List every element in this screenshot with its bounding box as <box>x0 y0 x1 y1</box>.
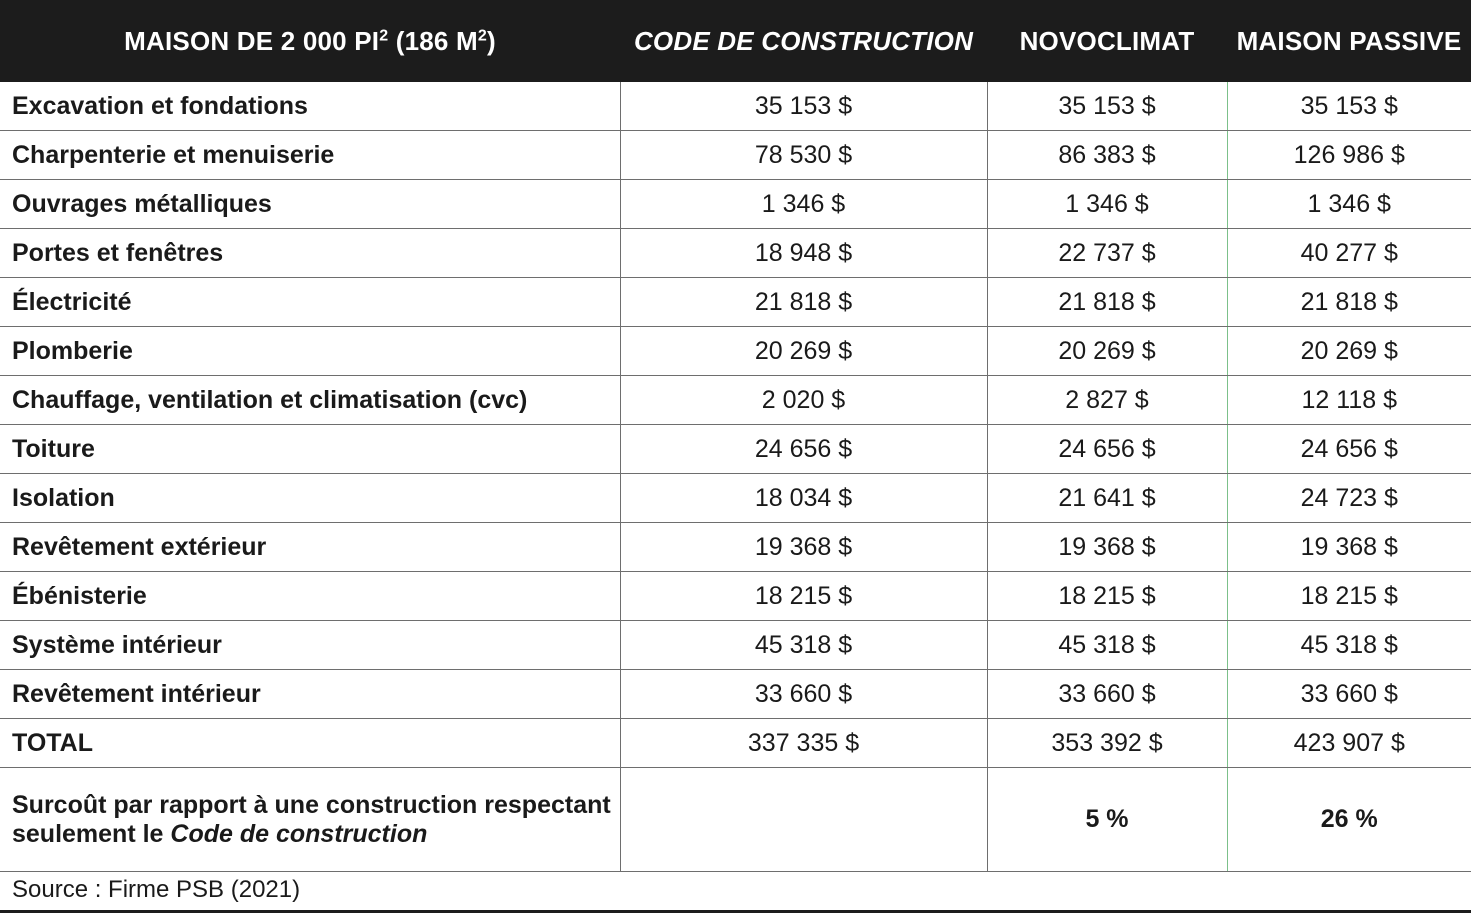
cell-code-construction: 20 269 $ <box>620 327 987 376</box>
table-row <box>0 180 1471 229</box>
source-note: Source : Firme PSB (2021) <box>0 866 1471 913</box>
table-row <box>0 278 1471 327</box>
row-label: Ébénisterie <box>0 572 620 621</box>
cell-maison-passive: 35 153 $ <box>1227 82 1471 131</box>
table-row <box>0 670 1471 719</box>
table-row <box>0 82 1471 131</box>
cell-novoclimat: 35 153 $ <box>987 82 1227 131</box>
cell-novoclimat: 18 215 $ <box>987 572 1227 621</box>
surcout-label: Surcoût par rapport à une construction respectant seulement le Code de construction <box>0 768 620 872</box>
cell-maison-passive: 1 346 $ <box>1227 180 1471 229</box>
cell-novoclimat: 19 368 $ <box>987 523 1227 572</box>
cell-code-construction: 18 215 $ <box>620 572 987 621</box>
cell-maison-passive: 40 277 $ <box>1227 229 1471 278</box>
cell-maison-passive: 45 318 $ <box>1227 621 1471 670</box>
row-label: TOTAL <box>0 719 620 768</box>
cell-code-construction: 45 318 $ <box>620 621 987 670</box>
cell-code-construction: 78 530 $ <box>620 131 987 180</box>
total-row <box>0 719 1471 768</box>
cell-code-construction: 18 034 $ <box>620 474 987 523</box>
cell-maison-passive: 24 656 $ <box>1227 425 1471 474</box>
cell-code-construction: 33 660 $ <box>620 670 987 719</box>
table-row <box>0 621 1471 670</box>
surcout-code-construction <box>620 768 987 872</box>
cell-code-construction: 337 335 $ <box>620 719 987 768</box>
table-body <box>0 82 1471 872</box>
header-code-construction: CODE DE CONSTRUCTION <box>620 0 987 82</box>
surcout-novoclimat: 5 % <box>987 768 1227 872</box>
table-row <box>0 572 1471 621</box>
row-label: Ouvrages métalliques <box>0 180 620 229</box>
cell-code-construction: 18 948 $ <box>620 229 987 278</box>
cell-novoclimat: 21 818 $ <box>987 278 1227 327</box>
header-novoclimat: NOVOCLIMAT <box>987 0 1227 82</box>
row-label: Charpenterie et menuiserie <box>0 131 620 180</box>
cell-novoclimat: 1 346 $ <box>987 180 1227 229</box>
row-label: Chauffage, ventilation et climatisation (cvc) <box>0 376 620 425</box>
cell-code-construction: 1 346 $ <box>620 180 987 229</box>
header-house-size: MAISON DE 2 000 $PI^2$ (186 $M^2$) <box>0 0 620 82</box>
table-row <box>0 131 1471 180</box>
cell-code-construction: 24 656 $ <box>620 425 987 474</box>
row-label: Toiture <box>0 425 620 474</box>
cell-maison-passive: 126 986 $ <box>1227 131 1471 180</box>
table-row <box>0 523 1471 572</box>
row-label: Excavation et fondations <box>0 82 620 131</box>
cell-maison-passive: 24 723 $ <box>1227 474 1471 523</box>
surcout-maison-passive: 26 % <box>1227 768 1471 872</box>
row-label: Portes et fenêtres <box>0 229 620 278</box>
cell-maison-passive: 19 368 $ <box>1227 523 1471 572</box>
cell-maison-passive: 20 269 $ <box>1227 327 1471 376</box>
table-row <box>0 474 1471 523</box>
row-label: Revêtement extérieur <box>0 523 620 572</box>
cell-maison-passive: 12 118 $ <box>1227 376 1471 425</box>
surcout-row <box>0 768 1471 872</box>
row-label: Plomberie <box>0 327 620 376</box>
cell-novoclimat: 353 392 $ <box>987 719 1227 768</box>
cell-code-construction: 2 020 $ <box>620 376 987 425</box>
cell-novoclimat: 24 656 $ <box>987 425 1227 474</box>
cell-novoclimat: 21 641 $ <box>987 474 1227 523</box>
row-label: Revêtement intérieur <box>0 670 620 719</box>
cell-novoclimat: 20 269 $ <box>987 327 1227 376</box>
cell-code-construction: 35 153 $ <box>620 82 987 131</box>
cell-maison-passive: 21 818 $ <box>1227 278 1471 327</box>
row-label: Électricité <box>0 278 620 327</box>
table-header <box>0 0 1471 82</box>
cell-maison-passive: 18 215 $ <box>1227 572 1471 621</box>
cell-novoclimat: 33 660 $ <box>987 670 1227 719</box>
table-row <box>0 376 1471 425</box>
table-row <box>0 327 1471 376</box>
cell-novoclimat: 45 318 $ <box>987 621 1227 670</box>
cell-novoclimat: 22 737 $ <box>987 229 1227 278</box>
row-label: Isolation <box>0 474 620 523</box>
row-label: Système intérieur <box>0 621 620 670</box>
cell-novoclimat: 2 827 $ <box>987 376 1227 425</box>
cell-code-construction: 19 368 $ <box>620 523 987 572</box>
cell-maison-passive: 423 907 $ <box>1227 719 1471 768</box>
header-maison-passive: MAISON PASSIVE <box>1227 0 1471 82</box>
cell-maison-passive: 33 660 $ <box>1227 670 1471 719</box>
table-row <box>0 425 1471 474</box>
table-row <box>0 229 1471 278</box>
cell-novoclimat: 86 383 $ <box>987 131 1227 180</box>
cell-code-construction: 21 818 $ <box>620 278 987 327</box>
